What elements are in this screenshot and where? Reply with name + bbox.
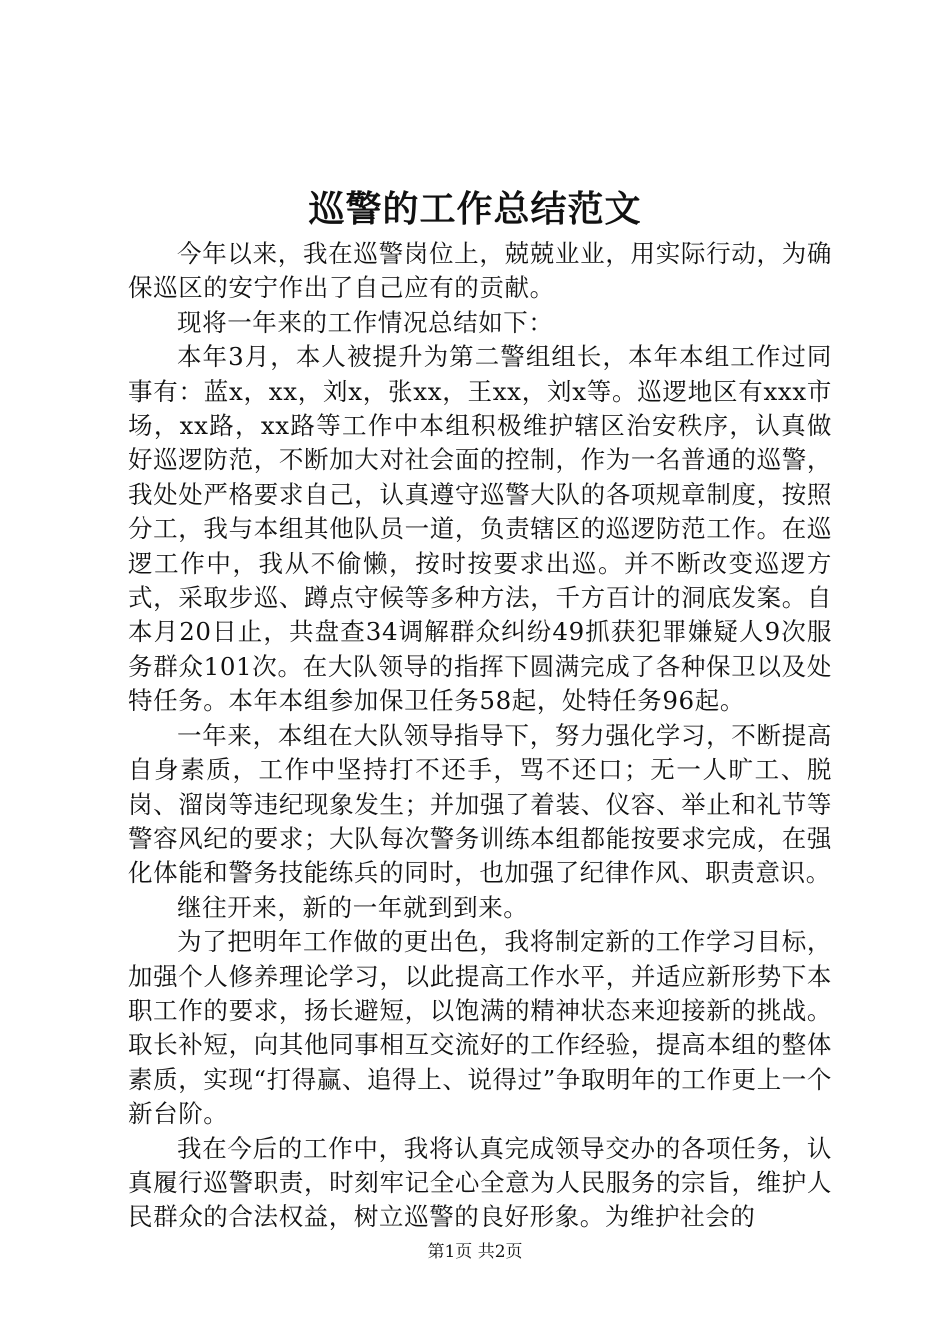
paragraph: 为了把明年工作做的更出色，我将制定新的工作学习目标，加强个人修养理论学习，以此提高工作水平，并适应新形势下本职工作的要求，扬长避短，以饱满的精神状态来迎接新的挑战。取长补短，向其他同事相互交流好的工作经验，提高本组的整体素质，实现“打得赢、追得上、说得过”争取明年的工作更上一个新台阶。 (128, 927, 832, 1129)
document-title: 巡警的工作总结范文 (308, 188, 642, 230)
paragraph: 本年3月，本人被提升为第二警组组长，本年本组工作过同事有：蓝x，xx，刘x，张xx，王xx，刘x等。巡逻地区有xxx市场，xx路，xx路等工作中本组积极维护辖区治安秩序，认真做好巡逻防范，不断加大对社会面的控制，作为一名普通的巡警，我处处严格要求自己，认真遵守巡警大队的各项规章制度，按照分工，我与本组其他队员一道，负责辖区的巡逻防范工作。在巡逻工作中，我从不偷懒，按时按要求出巡。并不断改变巡逻方式，采取步巡、蹲点守候等多种方法，千方百计的洞底发案。自本月20日止，共盘查34调解群众纠纷49抓获犯罪嫌疑人9次服务群众101次。在大队领导的指挥下圆满完成了各种保卫以及处特任务。本年本组参加保卫任务58起，处特任务96起。 (128, 342, 832, 716)
document-body (128, 237, 832, 1235)
paragraph: 我在今后的工作中，我将认真完成领导交办的各项任务，认真履行巡警职责，时刻牢记全心全意为人民服务的宗旨，维护人民群众的合法权益，树立巡警的良好形象。为维护社会的 (128, 1133, 832, 1232)
paragraph: 今年以来，我在巡警岗位上，兢兢业业，用实际行动，为确保巡区的安宁作出了自己应有的贡献。 (128, 239, 832, 303)
paragraph: 继往开来，新的一年就到到来。 (177, 892, 529, 922)
page-footer: 第1页 共2页 (427, 1242, 523, 1262)
paragraph: 一年来，本组在大队领导指导下，努力强化学习，不断提高自身素质，工作中坚持打不还手，骂不还口；无一人旷工、脱岗、溜岗等违纪现象发生；并加强了着装、仪容、举止和礼节等警容风纪的要求；大队每次警务训练本组都能按要求完成，在强化体能和警务技能练兵的同时，也加强了纪律作风、职责意识。 (128, 720, 832, 888)
paragraph: 现将一年来的工作情况总结如下： (177, 307, 554, 337)
